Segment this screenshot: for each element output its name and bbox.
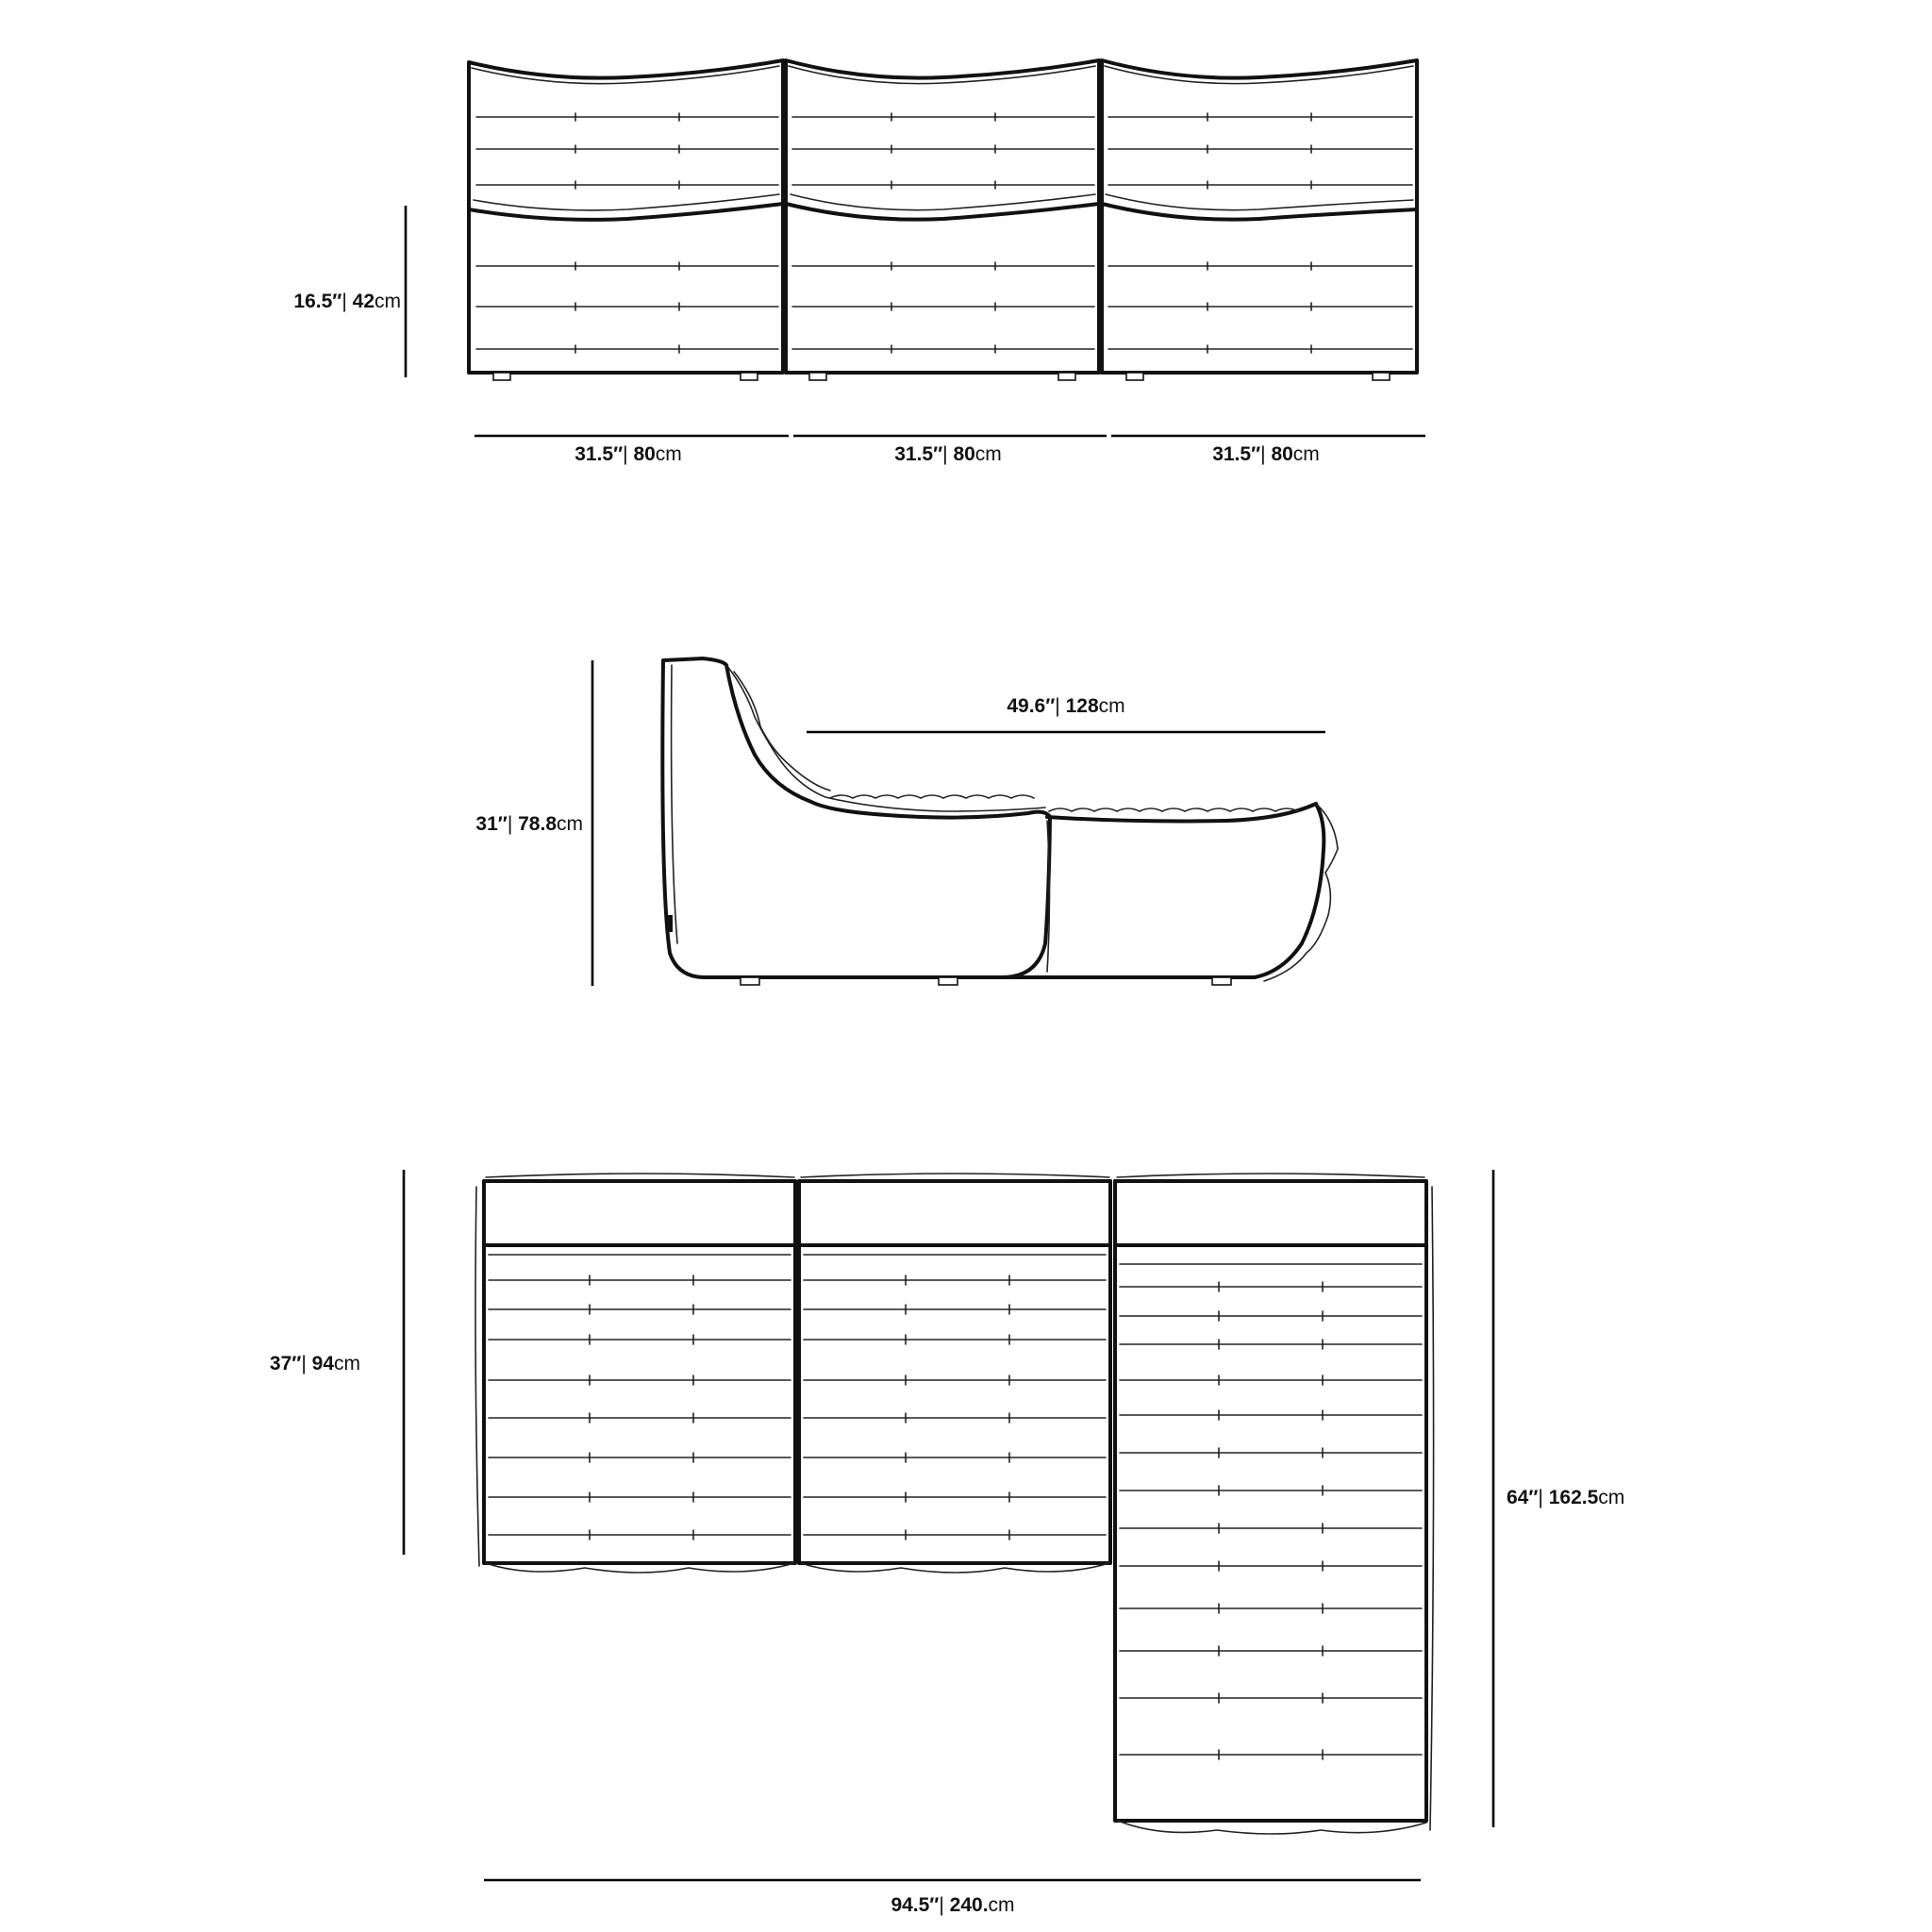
side-height-label: 31″| 78.8cm — [475, 813, 583, 835]
side-length-label: 49.6″| 128cm — [1007, 695, 1125, 717]
top-view — [270, 1170, 1624, 1916]
front-view — [293, 60, 1425, 465]
top-total-width-label: 94.5″| 240.cm — [891, 1894, 1015, 1916]
top-module-2 — [799, 1181, 1110, 1563]
front-width-label-1: 31.5″| 80cm — [575, 443, 682, 465]
front-module-3 — [1102, 60, 1417, 380]
top-tufts — [590, 1275, 1323, 1759]
front-width-label-3: 31.5″| 80cm — [1212, 443, 1320, 465]
front-module-1 — [469, 60, 783, 380]
top-chaise-depth-label: 64″| 162.5cm — [1507, 1487, 1625, 1508]
side-back-handle — [666, 915, 673, 932]
top-module-1 — [475, 1181, 795, 1566]
front-height-label: 16.5″| 42cm — [293, 291, 401, 312]
top-chaise-module — [1115, 1181, 1434, 1834]
front-module-2 — [786, 60, 1099, 380]
side-view — [475, 658, 1338, 986]
front-width-label-2: 31.5″| 80cm — [894, 443, 1002, 465]
side-back-module — [662, 658, 1050, 977]
top-depth-label: 37″| 94cm — [269, 1353, 360, 1374]
